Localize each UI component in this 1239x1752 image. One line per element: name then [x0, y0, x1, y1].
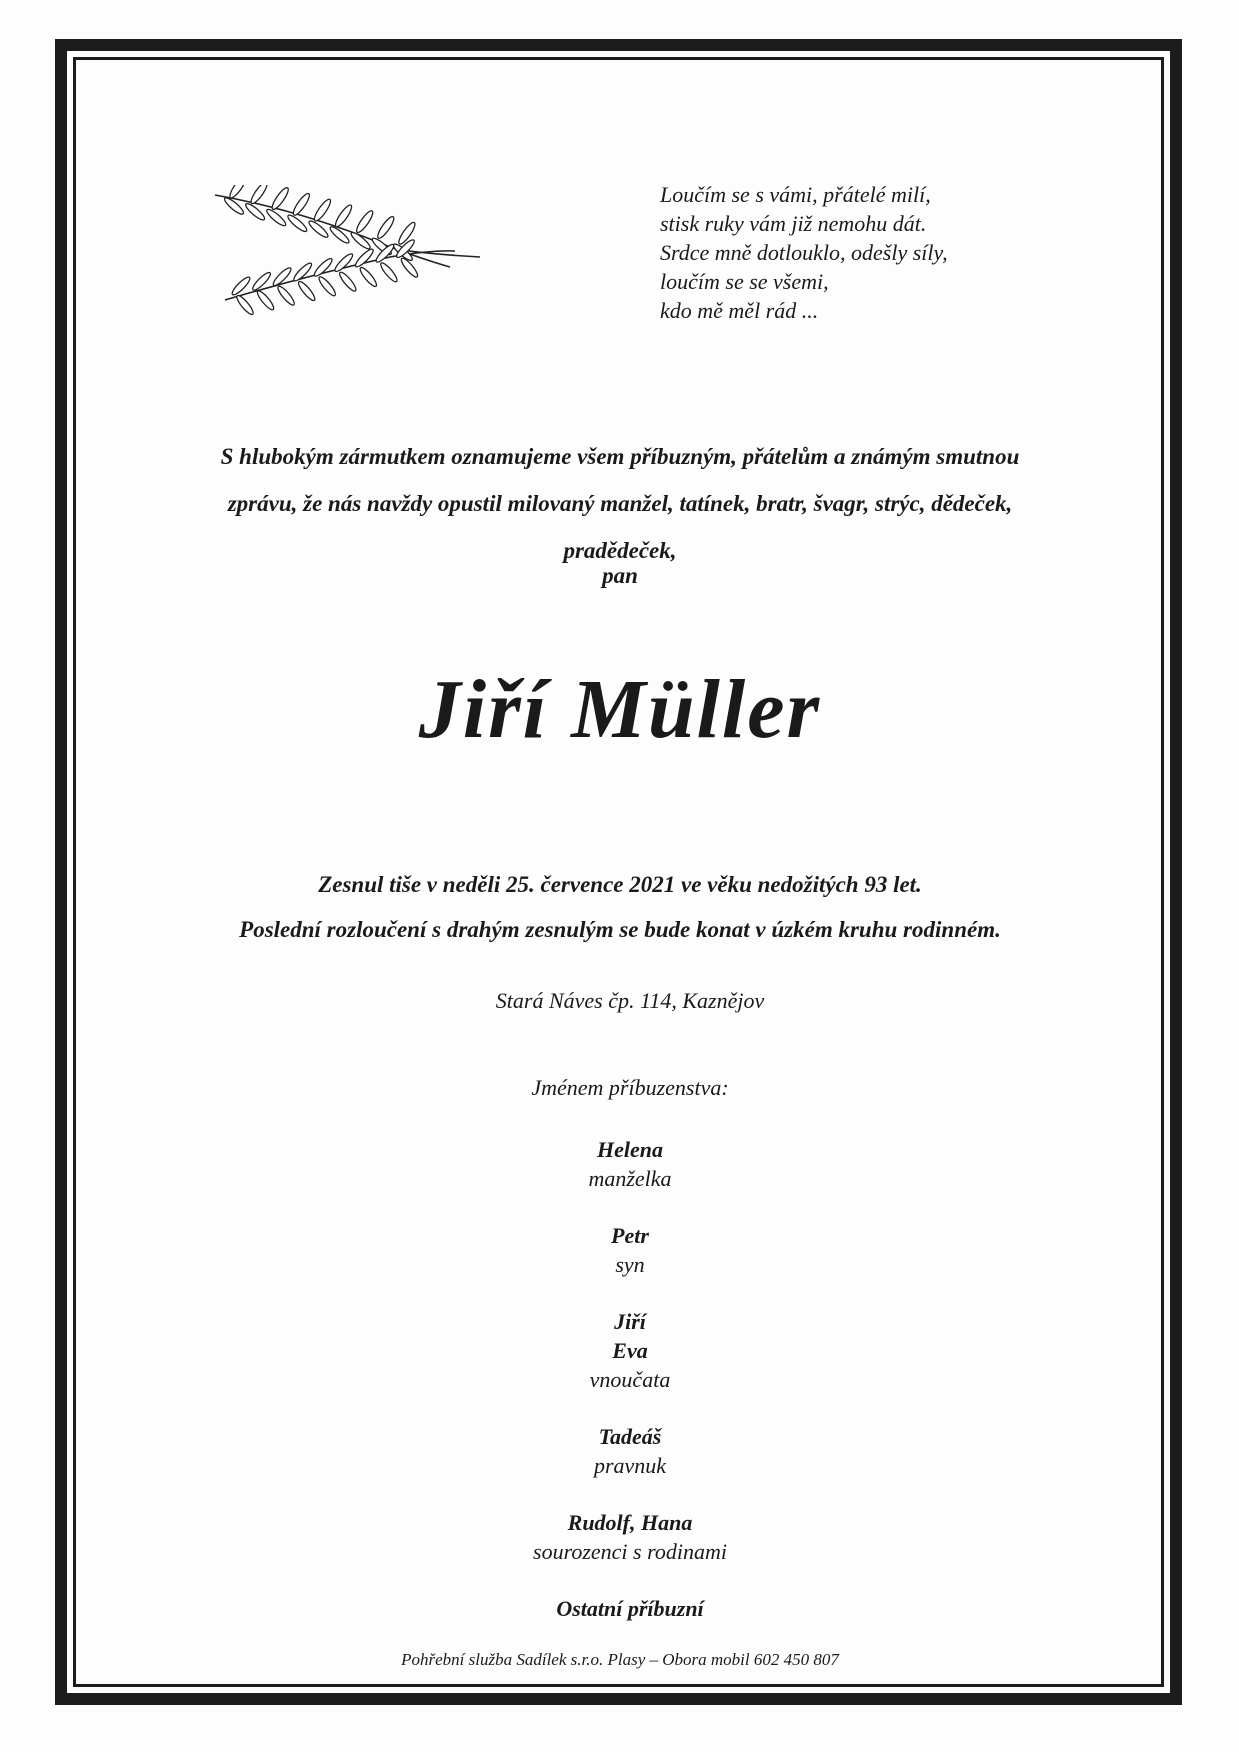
relative-name: Petr [611, 1223, 649, 1248]
leaf-shape [255, 289, 276, 312]
honorific: pan [602, 563, 638, 588]
relative-name: Rudolf, Hana [567, 1510, 693, 1535]
leaf-shape [379, 261, 400, 284]
announcement-line: pradědeček, [563, 538, 677, 563]
relative-name: Tadeáš [598, 1424, 662, 1449]
relation-label: manželka [588, 1166, 672, 1191]
funeral-service-footer: Pohřební služba Sadílek s.r.o. Plasy – Obora mobil 602 450 807 [401, 1650, 839, 1669]
leaf-shape [296, 280, 317, 303]
leaf-shape [354, 209, 375, 234]
leaf-shape [228, 185, 249, 200]
leaf-shape [270, 186, 291, 211]
announcement-text [120, 433, 1120, 574]
death-notice-line: Zesnul tiše v neděli 25. července 2021 ve věku nedožitých 93 let. [318, 872, 922, 897]
leaf-shape [307, 219, 330, 240]
announcement-line: S hlubokým zármutkem oznamujeme všem příbuzným, přátelům a známým smutnou [220, 444, 1020, 469]
deceased-name: Jiří Müller [418, 663, 822, 756]
relation-label: pravnuk [593, 1453, 667, 1478]
other-relatives: Ostatní příbuzní [556, 1596, 704, 1621]
family-group [430, 1135, 830, 1193]
family-group [430, 1221, 830, 1279]
leaf-shape [312, 197, 333, 222]
leaf-shape [249, 185, 270, 206]
leaf-shape [291, 192, 312, 217]
relative-name: Jiří [614, 1309, 646, 1334]
poem-line: kdo mě měl rád ... [660, 298, 819, 323]
leaf-shape [276, 284, 297, 307]
leaf-shape [235, 294, 256, 317]
relation-label: sourozenci s rodinami [533, 1539, 727, 1564]
farewell-poem [660, 180, 1060, 325]
leaf-shape [337, 270, 358, 293]
relation-label: vnoučata [589, 1367, 671, 1392]
leaf-shape [292, 261, 314, 283]
leaf-shape [353, 247, 375, 269]
olive-branch-icon [210, 185, 510, 325]
relative-name: Helena [597, 1137, 663, 1162]
leaf-shape [349, 230, 372, 251]
address: Stará Náves čp. 114, Kaznějov [495, 988, 765, 1013]
leaf-shape [333, 203, 354, 228]
family-group [430, 1307, 830, 1394]
family-group [430, 1422, 830, 1480]
poem-line: stisk ruky vám již nemohu dát. [660, 211, 927, 236]
relative-name: Eva [612, 1338, 648, 1363]
poem-line: Srdce mně dotlouklo, odešly síly, [660, 240, 948, 265]
leaf-shape [317, 275, 338, 298]
family-group [430, 1508, 830, 1566]
announcement-line: zprávu, že nás navždy opustil milovaný manžel, tatínek, bratr, švagr, strýc, dědeček, [227, 491, 1013, 516]
leaf-shape [312, 256, 334, 278]
relation-label: syn [615, 1252, 645, 1277]
leaf-shape [333, 252, 355, 274]
poem-line: loučím se se všemi, [660, 269, 829, 294]
death-notice [120, 862, 1120, 952]
on-behalf-label: Jménem příbuzenstva: [531, 1075, 729, 1100]
death-notice-line: Poslední rozloučení s drahým zesnulým se bude konat v úzkém kruhu rodinném. [239, 917, 1001, 942]
family-list [430, 1135, 830, 1623]
leaf-shape [375, 215, 396, 240]
poem-line: Loučím se s vámi, přátelé milí, [660, 182, 931, 207]
leaf-shape [358, 266, 379, 289]
